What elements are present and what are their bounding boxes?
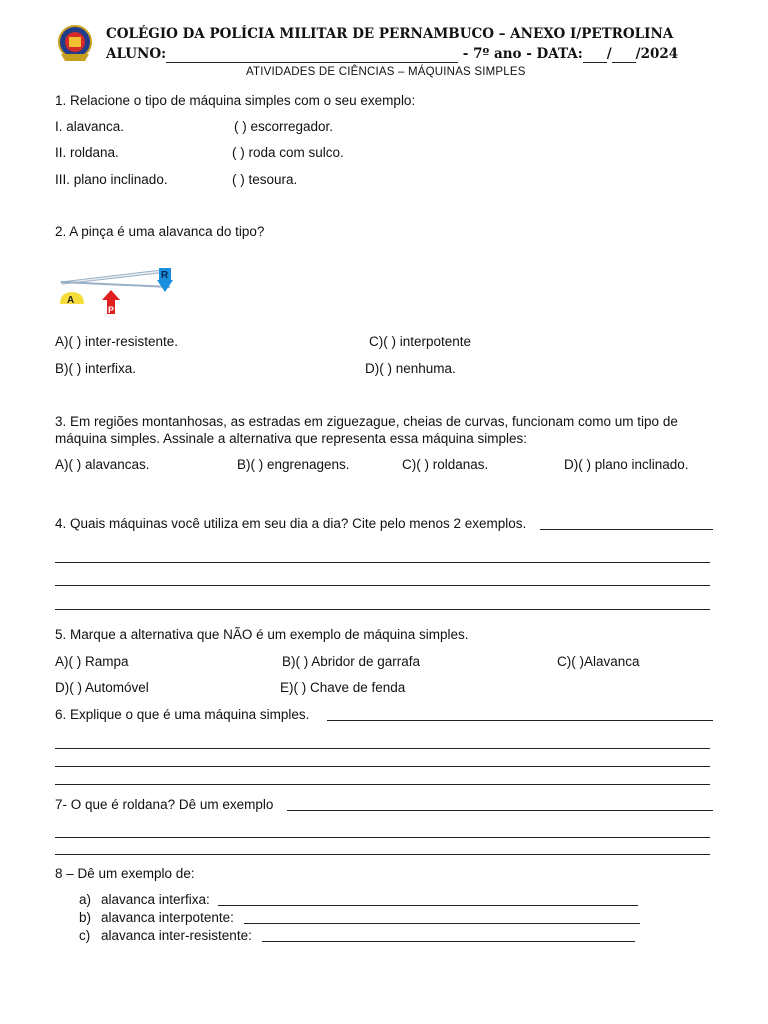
q1-right-item: ( ) tesoura. [232, 172, 298, 187]
q4-answer-line[interactable] [55, 585, 710, 586]
date-year: /2024 [635, 46, 679, 62]
date-day-field[interactable] [583, 46, 607, 63]
q8-answer-line[interactable] [262, 941, 635, 942]
student-line [106, 46, 678, 63]
q3-question-line2: máquina simples. Assinale a alternativa que representa essa máquina simples: [55, 431, 528, 446]
lever-label-r: R [161, 270, 169, 281]
student-label: ALUNO: [106, 46, 167, 62]
q6-question: 6. Explique o que é uma máquina simples. [55, 707, 310, 722]
school-name: COLÉGIO DA POLÍCIA MILITAR DE PERNAMBUCO – ANEXO I/PETROLINA [106, 26, 674, 42]
date-month-field[interactable] [612, 46, 636, 63]
q6-answer-line[interactable] [55, 784, 710, 785]
q3-question-line1: 3. Em regiões montanhosas, as estradas em ziguezague, cheias de curvas, funcionam como um tipo de [55, 414, 678, 429]
school-crest-logo [55, 24, 95, 62]
q8-item-text: alavanca interpotente: [101, 910, 234, 925]
q6-answer-line[interactable] [327, 720, 713, 721]
q2-option[interactable]: D)( ) nenhuma. [365, 361, 456, 376]
q4-answer-line[interactable] [55, 562, 710, 563]
q2-option[interactable]: C)( ) interpotente [369, 334, 472, 349]
q8-item-text: alavanca inter-resistente: [101, 928, 252, 943]
q8-answer-line[interactable] [244, 923, 640, 924]
q6-answer-line[interactable] [55, 766, 710, 767]
q5-option[interactable]: B)( ) Abridor de garrafa [282, 654, 421, 669]
tweezers-lever-diagram [55, 262, 185, 318]
q8-item-text: alavanca interfixa: [101, 892, 210, 907]
q1-right-item: ( ) roda com sulco. [232, 145, 344, 160]
date-slash: / [606, 46, 612, 62]
q1-left-item: II. roldana. [55, 145, 119, 160]
q1-left-item: III. plano inclinado. [55, 172, 168, 187]
q5-option[interactable]: E)( ) Chave de fenda [280, 680, 406, 695]
q3-option[interactable]: C)( ) roldanas. [402, 457, 489, 472]
q8-item-letter: b) [79, 910, 92, 925]
q4-answer-line[interactable] [55, 609, 710, 610]
q5-option[interactable]: C)( )Alavanca [557, 654, 640, 669]
q5-question: 5. Marque a alternativa que NÃO é um exemplo de máquina simples. [55, 627, 469, 642]
q8-item-letter: a) [79, 892, 92, 907]
q2-question: 2. A pinça é uma alavanca do tipo? [55, 224, 265, 239]
lever-label-a: A [67, 295, 75, 306]
q1-left-item: I. alavanca. [55, 119, 125, 134]
q5-option[interactable]: D)( ) Automóvel [55, 680, 149, 695]
student-name-field[interactable] [166, 46, 458, 63]
q8-item-letter: c) [79, 928, 91, 943]
q7-answer-line[interactable] [55, 837, 710, 838]
q7-answer-line[interactable] [287, 810, 713, 811]
page-subtitle: ATIVIDADES DE CIÊNCIAS – MÁQUINAS SIMPLES [246, 66, 526, 78]
q4-answer-line[interactable] [540, 529, 713, 530]
grade-date-label: - 7º ano - DATA: [462, 46, 583, 62]
q1-question: 1. Relacione o tipo de máquina simples com o seu exemplo: [55, 93, 416, 108]
q2-option[interactable]: B)( ) interfixa. [55, 361, 137, 376]
q8-question: 8 – Dê um exemplo de: [55, 866, 195, 881]
q3-option[interactable]: B)( ) engrenagens. [237, 457, 350, 472]
q5-option[interactable]: A)( ) Rampa [55, 654, 129, 669]
q7-question: 7- O que é roldana? Dê um exemplo [55, 797, 274, 812]
q8-answer-line[interactable] [218, 905, 638, 906]
q1-right-item: ( ) escorregador. [234, 119, 334, 134]
q3-option[interactable]: A)( ) alavancas. [55, 457, 150, 472]
q4-question: 4. Quais máquinas você utiliza em seu dia a dia? Cite pelo menos 2 exemplos. [55, 516, 527, 531]
lever-label-p: P [108, 305, 115, 315]
q6-answer-line[interactable] [55, 748, 710, 749]
q3-option[interactable]: D)( ) plano inclinado. [564, 457, 689, 472]
q7-answer-line[interactable] [55, 854, 710, 855]
q2-option[interactable]: A)( ) inter-resistente. [55, 334, 179, 349]
